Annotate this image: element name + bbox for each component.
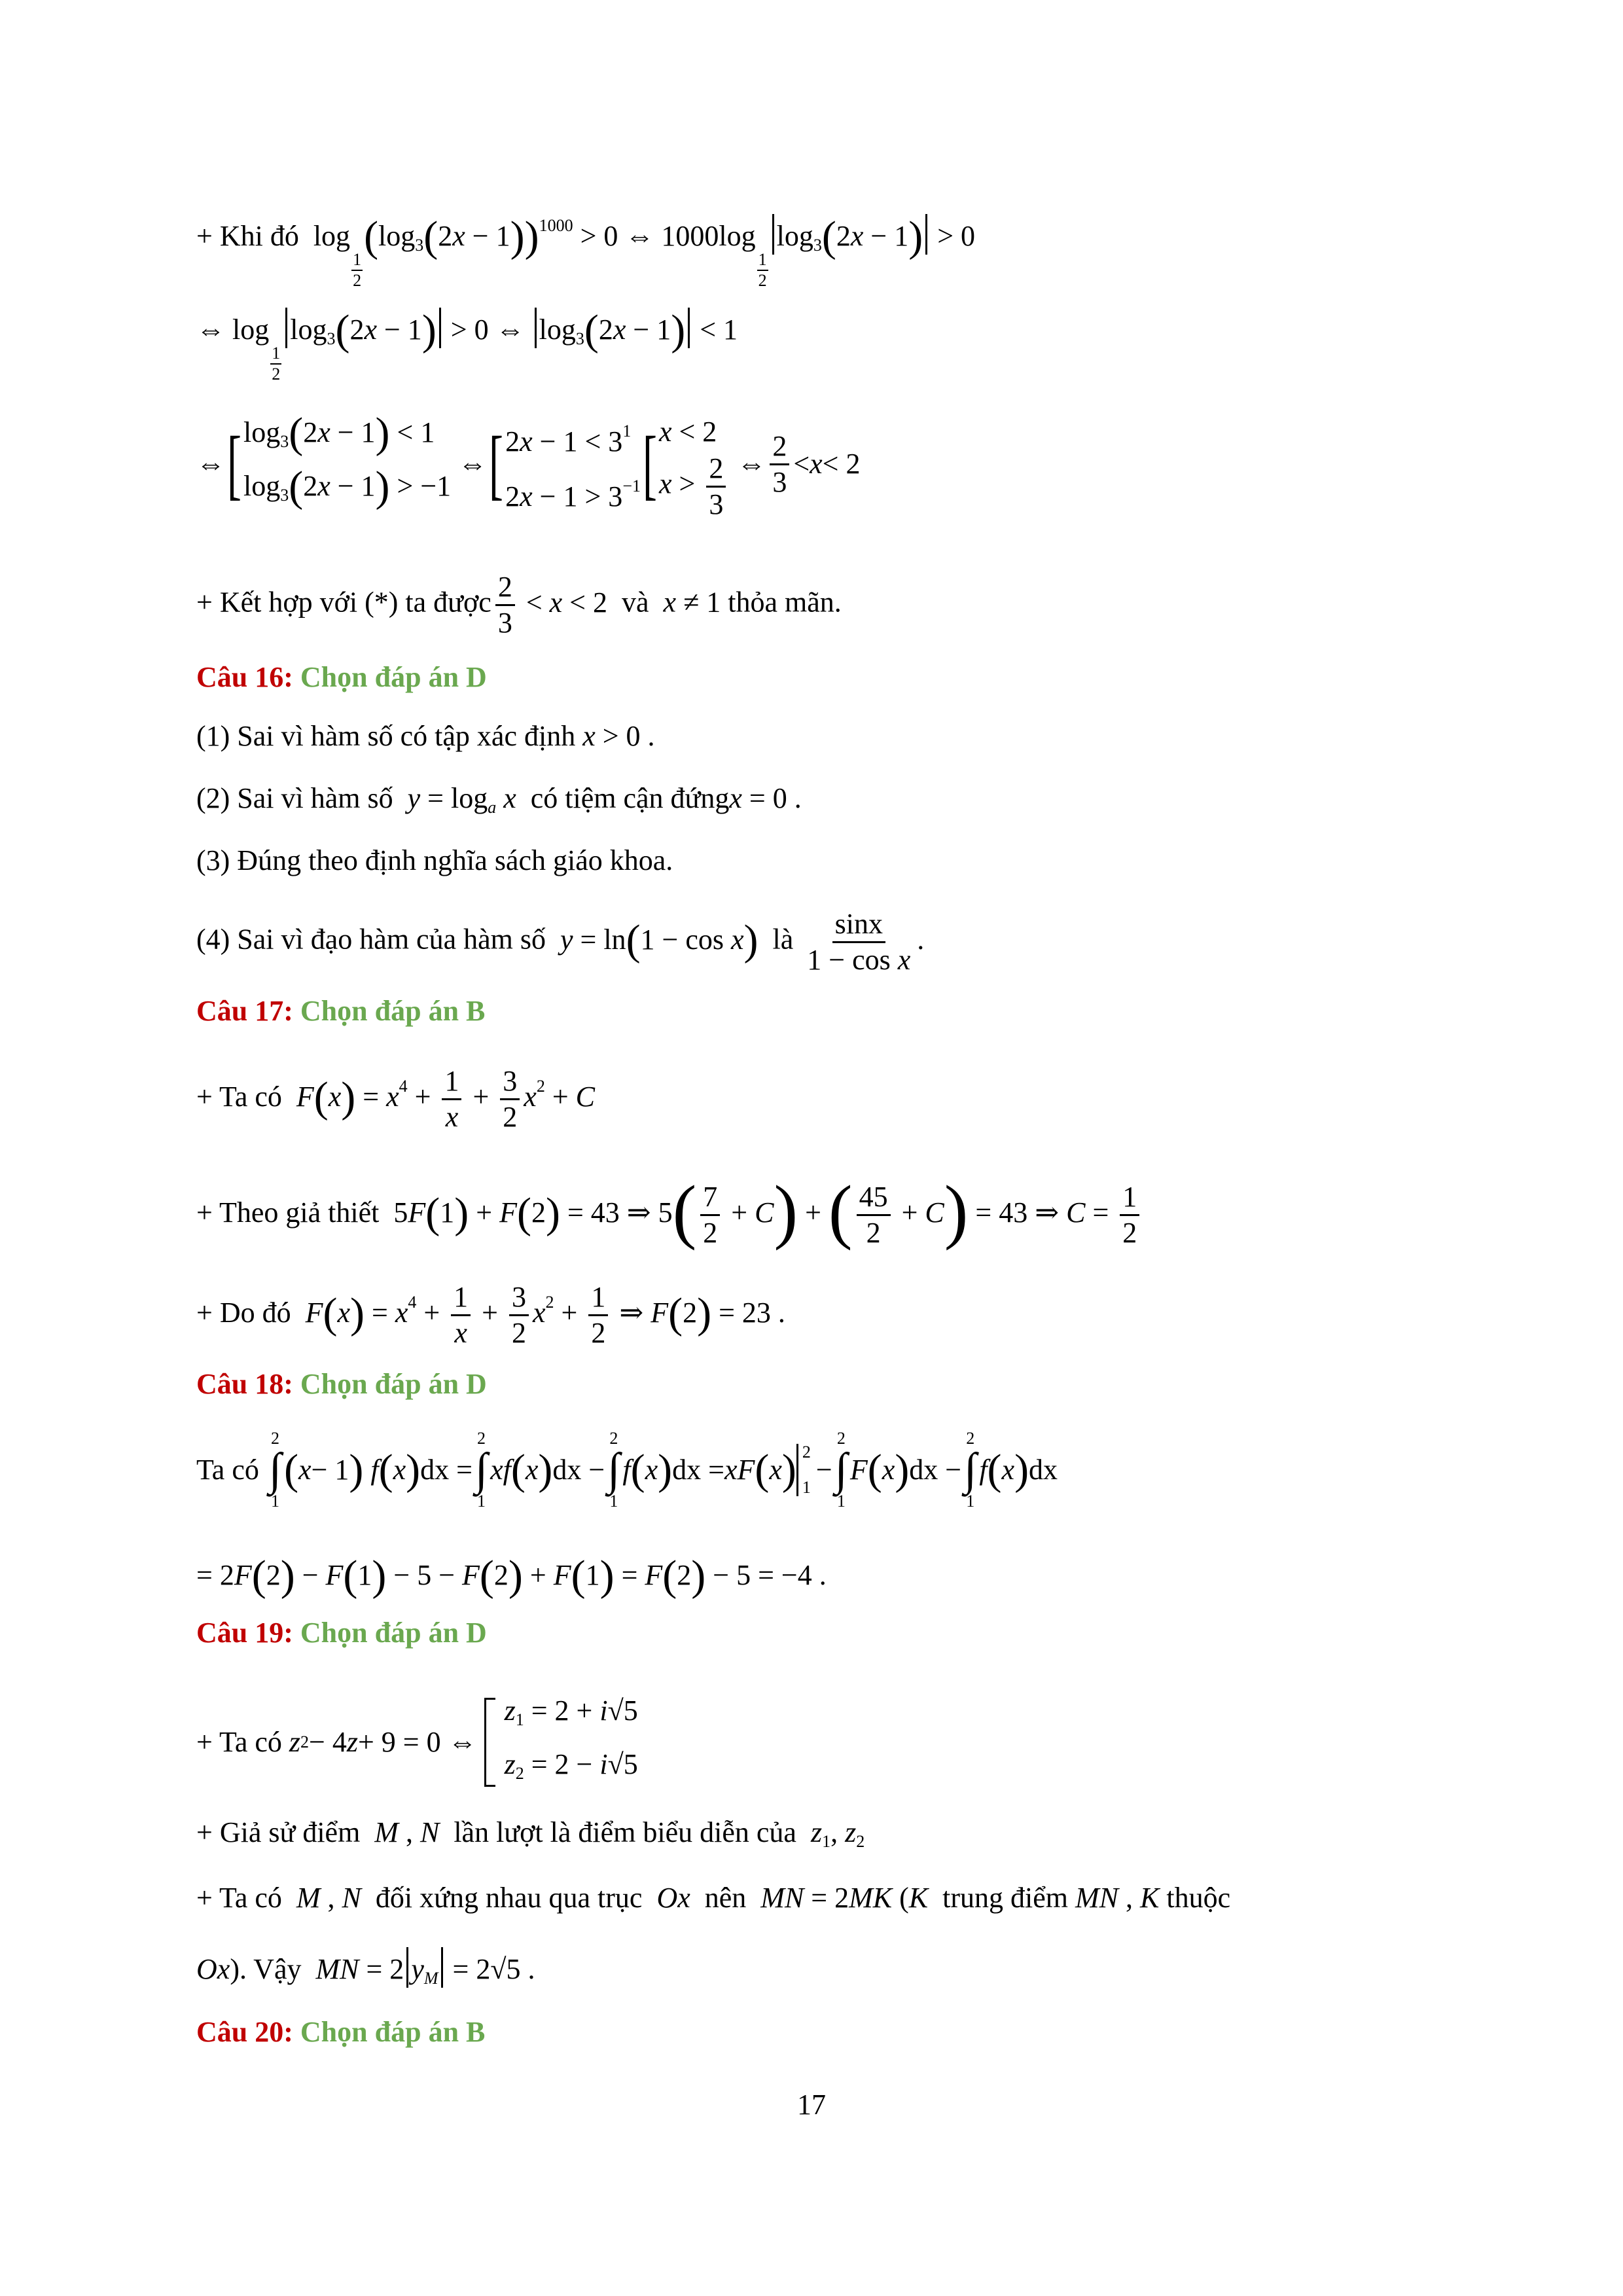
question-20-answer: Chọn đáp án B: [300, 2016, 486, 2048]
math-expression: x ≠ 1: [663, 586, 721, 619]
q19-line-2: [196, 1813, 865, 1861]
math-expression: $\frac{2}{3}$ < x < 2: [491, 586, 615, 619]
q18-ta-co: Ta có: [196, 1454, 259, 1486]
math-expression: $z_1$, $z_2$: [810, 1816, 865, 1851]
q17-line-1: [196, 1067, 595, 1132]
text-ket-hop: + Kết hợp với (*) ta được: [196, 586, 491, 619]
math-expression: Ox: [196, 1953, 230, 1985]
math-expression: MN , K: [1075, 1882, 1160, 1914]
q16-item-1-text: (1) Sai vì hàm số có tập xác định: [196, 720, 576, 752]
q16-item-4-text-a: (4) Sai vì đạo hàm của hàm số: [196, 923, 546, 956]
solution-line-system: [196, 409, 861, 519]
q19-line-4: [196, 1947, 535, 1998]
q18-line-2: [196, 1554, 827, 1598]
q19-ta-co2-c: nên: [704, 1882, 747, 1914]
math-expression: log $\frac{1}{2}$ $(\log_3(2x - 1))^{1000} > 0$ ⇔ 1000log $\frac{1}{2}$ $\log_3(2x - 1) > 0$: [306, 213, 976, 290]
q17-line-3: [196, 1283, 785, 1348]
question-19-heading: [196, 1613, 487, 1653]
math-expression: $\frac{\sin x}{\text{1 − cos x}}$ .: [807, 908, 925, 976]
q19-ta-co2-e: thuộc: [1166, 1882, 1231, 1914]
q17-do-do: + Do đó: [196, 1297, 291, 1329]
math-expression: 2 ∫ 1 ( x − 1 ) f ( x ) dx = 2 ∫ 1 xf ( x ) dx − 2 ∫ 1 f ( x ) dx = xF ( x ) 2 1 − 2 ∫ 1 F ( x ) dx − 2 ∫ 1 f ( x ) dx: [268, 1429, 1058, 1511]
q19-gia-su-a: + Giả sử điểm: [196, 1816, 361, 1848]
question-17-number: Câu 17:: [196, 995, 293, 1027]
text-khi-do: + Khi đó: [196, 220, 299, 252]
math-expression: 5F(1) + F(2) = 43 ⇒ 5( $\frac{7}{2}$ + C) + ( $\frac{45}{2}$ + C) = 43 ⇒ C = $\frac{1}{2}$: [386, 1196, 1143, 1229]
q19-ta-co2-b: đối xứng nhau qua trục: [375, 1882, 643, 1914]
question-20-heading: [196, 2013, 485, 2052]
question-16-answer: Chọn đáp án D: [300, 661, 487, 693]
q16-item-2: [196, 779, 802, 827]
math-expression: ⇔ log $\frac{1}{2}$ $\log_3(2x - 1) > 0$ ⇔ $\log_3(2x - 1) < 1$: [196, 306, 738, 384]
q16-item-1: [196, 717, 655, 756]
q19-ta-co2-a: + Ta có: [196, 1882, 282, 1914]
text-thoa-man: thỏa mãn.: [728, 586, 842, 619]
q19-ta-co2-d: trung điểm: [942, 1882, 1068, 1914]
q19-line-3: [196, 1878, 1230, 1918]
sinx-numerator: sinx: [832, 910, 885, 943]
q19-line-1: [196, 1689, 638, 1796]
question-18-number: Câu 18:: [196, 1368, 293, 1400]
math-expression: $F(x) = x^4$ + $\frac{1}{x}$ + $\frac{3}{2}$ $x^2 + C$: [296, 1065, 596, 1134]
question-20-number: Câu 20:: [196, 2016, 293, 2048]
math-expression: x = 0 .: [729, 782, 802, 814]
text-va: và: [622, 586, 649, 619]
math-expression: x > 0 .: [582, 720, 655, 752]
q17-theo-gia-thiet: + Theo giả thiết: [196, 1196, 380, 1229]
solution-line-khi-do: [196, 206, 975, 289]
solution-line-ket-hop: [196, 573, 842, 637]
math-expression: MN = 2 $y_M = 2√5$ .: [308, 1953, 535, 1985]
question-17-answer: Chọn đáp án B: [300, 995, 486, 1027]
question-17-heading: [196, 992, 485, 1031]
math-expression: ⇔ [ $\log_3(2x - 1) < 1$ $\log_3(2x - 1) > -1$ ⇔ [ $2x - 1 < 3^1$ $2x - 1 > 3^{-1}$ [ x < 2 x > $\frac{2}{3}$ ⇔ $\frac{2}{3}$ < x < 2: [196, 409, 861, 520]
math-expression: Ox: [656, 1882, 690, 1914]
math-expression: MN = 2MK (K: [760, 1882, 929, 1914]
question-16-heading: [196, 658, 487, 697]
q18-line-1: [196, 1430, 1058, 1510]
q16-item-4-text-b: là: [772, 923, 794, 956]
q19-vay: ). Vậy: [230, 1953, 302, 1985]
page-number: 17: [797, 2089, 826, 2121]
question-19-number: Câu 19:: [196, 1617, 293, 1649]
math-expression: y = ln(1 − cos x): [560, 916, 758, 964]
math-expression: z 2 − 4 z + 9 = 0 ⇔ $z_1 = 2 + i√5$ $z_2 = 2 - i√5$: [289, 1689, 638, 1796]
q16-item-4: [196, 910, 924, 975]
solution-line-equivalence: [196, 308, 738, 383]
question-16-number: Câu 16:: [196, 661, 293, 693]
question-19-answer: Chọn đáp án D: [300, 1617, 487, 1649]
question-18-answer: Chọn đáp án D: [300, 1368, 487, 1400]
q16-item-2-text-a: (2) Sai vì hàm số: [196, 782, 393, 814]
math-expression: M , N: [296, 1882, 361, 1914]
q16-item-3: (3) Đúng theo định nghĩa sách giáo khoa.: [196, 844, 673, 876]
math-expression: M , N: [374, 1816, 440, 1848]
q19-gia-su-b: lần lượt là điểm biểu diễn của: [454, 1816, 796, 1848]
q17-line-2: [196, 1171, 1143, 1251]
math-expression: $y = \log_a x$: [407, 782, 516, 817]
q17-ta-co: + Ta có: [196, 1081, 282, 1113]
math-expression: = 2F(2) − F(1) − 5 − F(2) + F(1) = F(2) − 5 = −4 .: [196, 1552, 827, 1600]
math-expression: $F(x) = x^4$ + $\frac{1}{x}$ + $\frac{3}{2}$ $x^2$ + $\frac{1}{2}$ ⇒ F(2) = 23 .: [305, 1281, 785, 1350]
question-18-heading: [196, 1365, 487, 1404]
q16-item-2-text-b: có tiệm cận đứng: [530, 782, 730, 814]
q19-ta-co: + Ta có: [196, 1726, 282, 1758]
